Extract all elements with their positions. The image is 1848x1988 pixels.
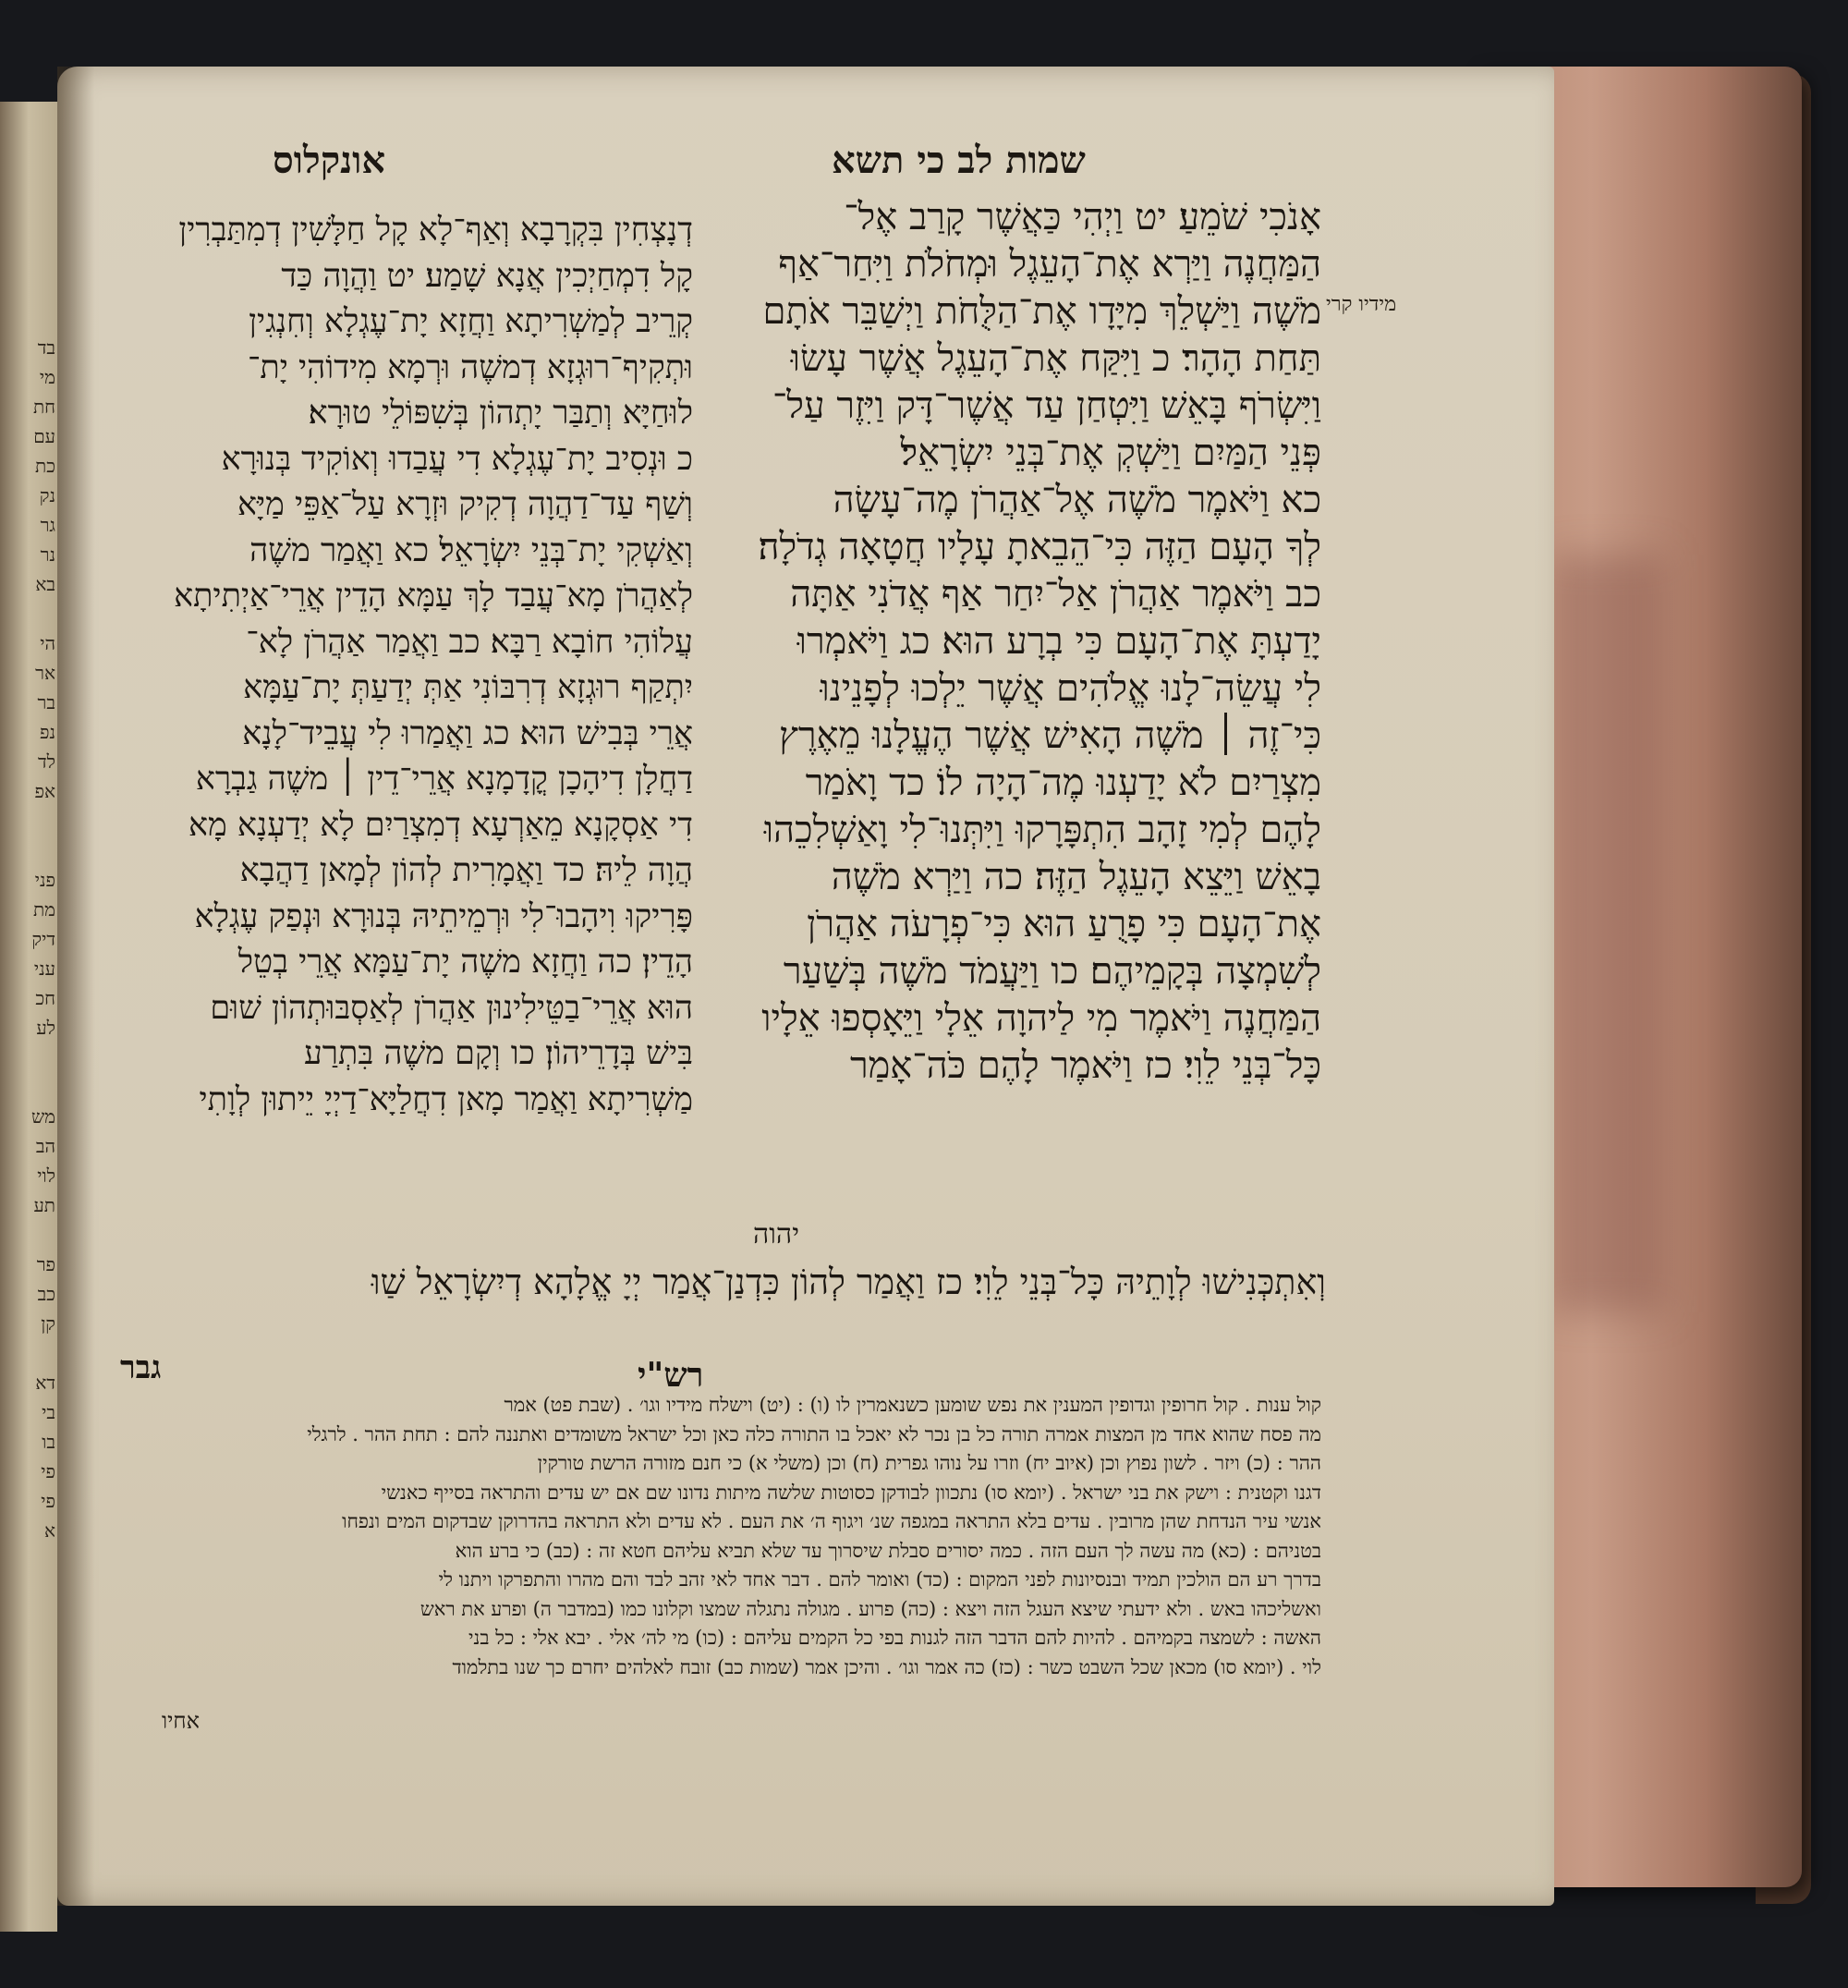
targum-line: כ וּנְסִיב יָת־עֶגְלָא דִי עֲבַדוּ וְאוֹקִיד בְּנוּרָא [221,440,693,478]
torah-line: בָאֵשׁ וַיֵּצֵא הָעֵגֶל הַזֶּה׃ כה וַיַּרְא מֹשֶׁה [831,856,1321,898]
targum-line: קְרֵיב לְמַשְׁרִיתָא וַחֲזָא יָת־עֶגְלָא וְחִנְגִין [249,303,693,340]
torah-column [693,194,1321,1090]
rashi-line: קול ענות . קול חרופין וגדופין המענין את נפש שומען כשנאמרין לו (ו) : (יט) וישלח מידיו וגו׳ . (שבת פט) אמר [504,1394,1321,1416]
targum-header: אונקלוס [273,139,386,182]
targum-line: קָל דִמְחַיְכִין אֲנָא שָׁמַע׃ יט וַהֲוָה כַּד [281,257,693,295]
torah-line: לְשִׁמְצָה בְּקָמֵיהֶם׃ כו וַיַּעֲמֹד מֹשֶׁה בְּשַׁעַר [783,950,1321,993]
targum-line: אֲרֵי בְּבִישׁ הוּא׃ כג וַאֲמַרוּ לִי עֲבֵיד־לָנָא [242,714,693,752]
rashi-line: בדרך רע הם הולכין תמיד ובנסיונות לפני המקום : (כד) ואומר להם . דבר אחד לאי זהב לבד והם מהרו והתפרקו ויתנו לי [438,1568,1321,1591]
divine-name-note: יהוה [753,1218,800,1250]
targum-line: לְאַהֲרֹן מָא־עֲבַד לָךְ עַמָּא הָדֵין אֲרֵי־אַיְתִיתָא [174,578,693,615]
torah-line: כב וַיֹּאמֶר אַהֲרֹן אַל־יִחַר אַף אֲדֹנִי אַתָּה [790,573,1321,616]
rashi-title: רש"י [638,1356,704,1395]
rashi-line: אנשי עיר הנדחת שהן מרובין . עדים בלא התראה במגפה שנ׳ ויגוף ה׳ את העם . לא עדים ולא התראה בהדרוקן שבדקום המים ונפחו [342,1510,1321,1532]
torah-header: שמות לב כי תשא [832,139,1086,182]
targum-line: דַחֲלָן דִיהָכָן קֳדָמָנָא אֲרֵי־דֵין ׀ משֶׁה גַבְרָא [195,761,693,798]
torah-line: הַמַּחֲנֶה וַיַּרְא אֶת־הָעֵגֶל וּמְחֹלֹת וַיִּחַר־אַף [778,243,1321,286]
targum-line: וְאַשְׁקִי יָת־בְּנֵי יִשְׂרָאֵל׃ כא וַאֲמַר משֶׁה [249,531,693,569]
torah-line: אָנֹכִי שֹׁמֵעַ׃ יט וַיְהִי כַּאֲשֶׁר קָרַב אֶל־ [844,196,1321,238]
rashi-line: מה פסח שהוא אחד מן המצות אמרה תורה כל בן נכר לא יאכל בו התורה כלה כאן וכל ישראל משומדים ואתננה להם : תחת ההר . לרגלי [307,1422,1321,1445]
torah-line: אֶת־הָעָם כִּי פָרֻעַ הוּא כִּי־פְרָעֹה אַהֲרֹן [807,903,1321,945]
targum-line: הֲוָה לֵיהּ׃ כד וַאֲמָרִית לְהוֹן לְמָאן דַהֲבָא [239,852,693,889]
rashi-line: בטניהם : (כא) מה עשה לך העם הזה . כמה יסורים סבלת שיסרוך עד שלא תביא עליהם חטא זה : (כב) כי ברע הוא [455,1539,1321,1562]
torah-line: לָהֶם לְמִי זָהָב הִתְפָּרָקוּ וַיִּתְּנוּ־לִי וָאַשְׁלִכֵהוּ [763,809,1321,851]
targum-line: דִי אַסְקָנָא מֵאַרְעָא דְמִצְרַיִם לָא יְדַעְנָא מָא [188,806,693,844]
torah-line: כא וַיֹּאמֶר מֹשֶׁה אֶל־אַהֲרֹן מֶה־עָשָׂה [833,479,1321,521]
torah-line: הַמַּחֲנֶה וַיֹּאמֶר מִי לַיהוָה אֵלָי וַיֵּאָסְפוּ אֵלָיו [761,997,1321,1040]
torah-line: כָּל־בְּנֵי לֵוִי׃ כז וַיֹּאמֶר לָהֶם כֹּה־אָמַר [849,1044,1321,1087]
rashi-line: לוי . (יומא סו) מכאן שכל השבט כשר : (כז) כה אמר וגו׳ . והיכן אמר (שמות כב) זובח לאלהים יחרם כך שנו בתלמוד [452,1655,1321,1678]
catchword: גבר [120,1349,162,1386]
torah-line: וַיִּשְׂרֹף בָּאֵשׁ וַיִּטְחַן עַד אֲשֶׁר־דָּק וַיִּזֶר עַל־ [772,384,1321,427]
margin-note: מידיו קרי [1326,293,1397,316]
targum-line: הוּא אֲרֵי־בַטֵּילִינוּן אַהֲרֹן לְאַסְבּוּתְהוֹן שׁוּם [210,989,693,1027]
targum-line: עֲלוֹהִי חוֹבָא רַבָּא׃ כב וַאֲמַר אַהֲרֹן לָא־ [246,623,693,661]
rashi-commentary [83,1391,1321,1682]
left-page-text: בד מי חת עם כת נק גר נר בא הי אר בר נפ לד אפ פני מת דיק עני חכ לע מש הב לוי תע פר כב קן דא בי בו פי פי א [30,336,55,1542]
torah-line: יָדַעְתָּ אֶת־הָעָם כִּי בְרָע הוּא׃ כג וַיֹּאמְרוּ [796,620,1321,663]
targum-line: לוּחַיָּא וְתַבַּר יָתְהוֹן בְּשִׁפּוֹלֵי טוּרָא׃ [308,395,693,432]
targum-line: יִתְקַף רוּגְזָא דְרִבּוֹנִי אַתְּ יְדַעַתְּ יָת־עַמָּא [243,669,693,706]
fullwidth-targum-line: וְאִתְכְּנִישׁוּ לְוָתֵיהּ כָּל־בְּנֵי לֵוִי׃ כז וַאֲמַר לְהוֹן כִּדְנַן־אֲמַר יְיָ אֱלָהָא דְיִשְׂרָאֵל שַׁוּ [371,1262,1326,1302]
targum-line: בִּישׁ בְּדָרֵיהוֹן׃ כו וְקָם משֶׁה בִּתְרַע [304,1035,693,1072]
rashi-line: ההר : (כ) ויזר . לשון נפוץ וכן (איוב יח) וזרו על נוהו גפרית (ח) וכן (משלי א) כי חנם מזורה הרשת טורקין [537,1452,1321,1474]
targum-line: הָדֵין׃ כה וַחֲזָא משֶׁה יָת־עַמָּא אֲרֵי בְטֵל [237,944,693,981]
targum-line: דְנָצְחִין בִּקְרָבָא וְאַף־לָא קָל חַלָּשִׁין דְמִתַּבְרִין [178,212,693,249]
torah-line: פְּנֵי הַמַּיִם וַיַּשְׁקְ אֶת־בְּנֵי יִשְׂרָאֵל׃ [900,432,1321,474]
torah-line: מִצְרַיִם לֹא יָדַעְנוּ מֶה־הָיָה לוֹ׃ כד וָאֹמַר [805,762,1321,804]
targum-line: מַשְׁרִיתָא וַאֲמַר מָאן דִחֲלַיָּא־דַיְיָ יֵיתוּן לְוָתִי [199,1080,693,1118]
targum-column [69,208,693,1123]
targum-line: פָּרִיקוּ וִיהָבוּ־לִי וּרְמֵיתֵיהּ בְּנוּרָא וּנְפַק עֶגְלָא [194,897,693,935]
torah-line: כִּי־זֶה ׀ מֹשֶׁה הָאִישׁ אֲשֶׁר הֶעֱלָנוּ מֵאֶרֶץ [779,714,1321,757]
rashi-last-word: אחיו [162,1708,201,1734]
rashi-line: דגנו וקטנית : וישק את בני ישראל . (יומא סו) נתכוון לבודקן כסוטות שלשה מיתות נדונו שם אם יש עדים והתראה בסייף כאנשי [381,1481,1321,1504]
torah-line: לְךָ הָעָם הַזֶּה כִּי־הֵבֵאתָ עָלָיו חֲטָאָה גְדֹלָה׃ [758,526,1321,568]
targum-line: וְשַׁף עַד־דַהֲוָה דְקִיק וּזְרָא עַל־אַפֵּי מַיָּא [237,486,693,523]
targum-line: וּתְקִיף־רוּגְזָא דְמשֶׁה וּרְמָא מִידוֹהִי יָת־ [247,348,693,386]
left-page-edge [0,102,57,1932]
torah-line: מֹשֶׁה וַיַּשְׁלֵךְ מִיָּדָו אֶת־הַלֻּחֹת וַיְשַׁבֵּר אֹתָם [762,290,1321,333]
rashi-line: האשה : לשמצה בקמיהם . להיות להם הדבר הזה לגנות בפי כל הקמים עליהם : (כו) מי לה׳ אלי . יבא אלי : כל בני [468,1627,1321,1649]
torah-line: תַּחַת הָהָר׃ כ וַיִּקַּח אֶת־הָעֵגֶל אֲשֶׁר עָשׂוּ [790,337,1321,380]
torah-line: לִי עֲשֵׂה־לָנוּ אֱלֹהִים אֲשֶׁר יֵלְכוּ לְפָנֵינוּ [820,667,1321,710]
rashi-line: ואשליכהו באש . ולא ידעתי שיצא העגל הזה ויצא : (כה) פרוע . מגולה נתגלה שמצו וקלונו כמו (במדבר ה) ופרע את ראש [419,1597,1321,1620]
fore-edge-stain [1552,555,1663,1312]
